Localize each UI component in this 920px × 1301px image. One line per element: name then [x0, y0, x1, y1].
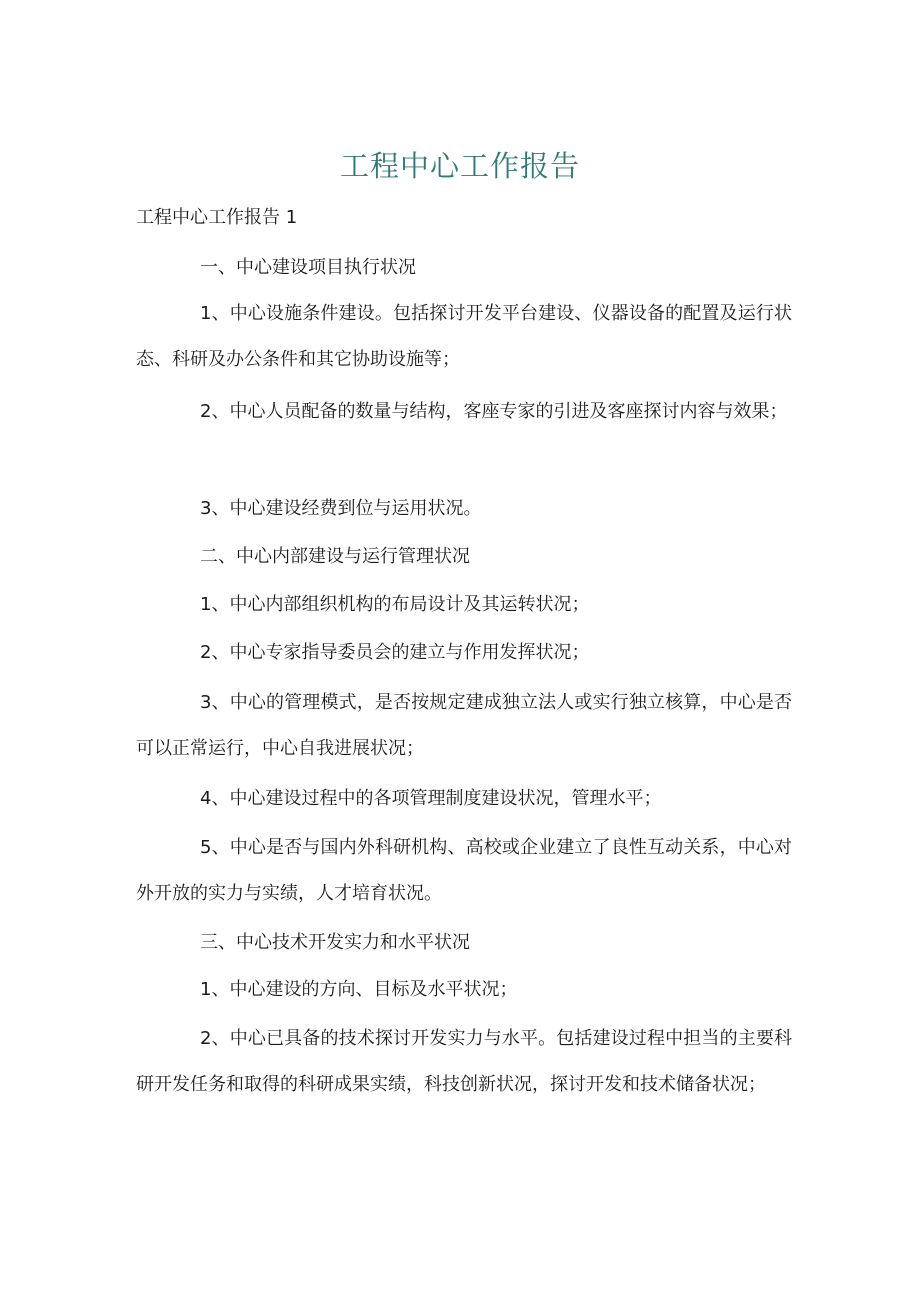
paragraph: 2、中心专家指导委员会的建立与作用发挥状况； [200, 642, 590, 663]
paragraph: 3、中心的管理模式，是否按规定建成独立法人或实行独立核算，中心是否可以正常运行，中心自我进展状况； [136, 692, 792, 759]
paragraph: 1、中心建设的方向、目标及水平状况； [200, 979, 518, 1000]
paragraph: 2、中心人员配备的数量与结构，客座专家的引进及客座探讨内容与效果； [200, 401, 788, 422]
report-subtitle: 工程中心工作报告 1 [136, 207, 298, 228]
section-heading: 三、中心技术开发实力和水平状况 [200, 932, 470, 953]
paragraph: 3、中心建设经费到位与运用状况。 [200, 498, 482, 519]
paragraph: 1、中心设施条件建设。包括探讨开发平台建设、仪器设备的配置及运行状态、科研及办公条件和其它协助设施等； [136, 303, 792, 370]
paragraph: 4、中心建设过程中的各项管理制度建设状况，管理水平； [200, 788, 662, 809]
section-heading: 二、中心内部建设与运行管理状况 [200, 546, 470, 567]
section-heading: 一、中心建设项目执行状况 [200, 257, 416, 278]
paragraph: 1、中心内部组织机构的布局设计及其运转状况； [200, 594, 590, 615]
paragraph: 5、中心是否与国内外科研机构、高校或企业建立了良性互动关系，中心对外开放的实力与实绩，人才培育状况。 [136, 837, 792, 904]
document-title: 工程中心工作报告 [339, 149, 580, 183]
paragraph: 2、中心已具备的技术探讨开发实力与水平。包括建设过程中担当的主要科研开发任务和取得的科研成果实绩，科技创新状况，探讨开发和技术储备状况； [136, 1028, 792, 1095]
